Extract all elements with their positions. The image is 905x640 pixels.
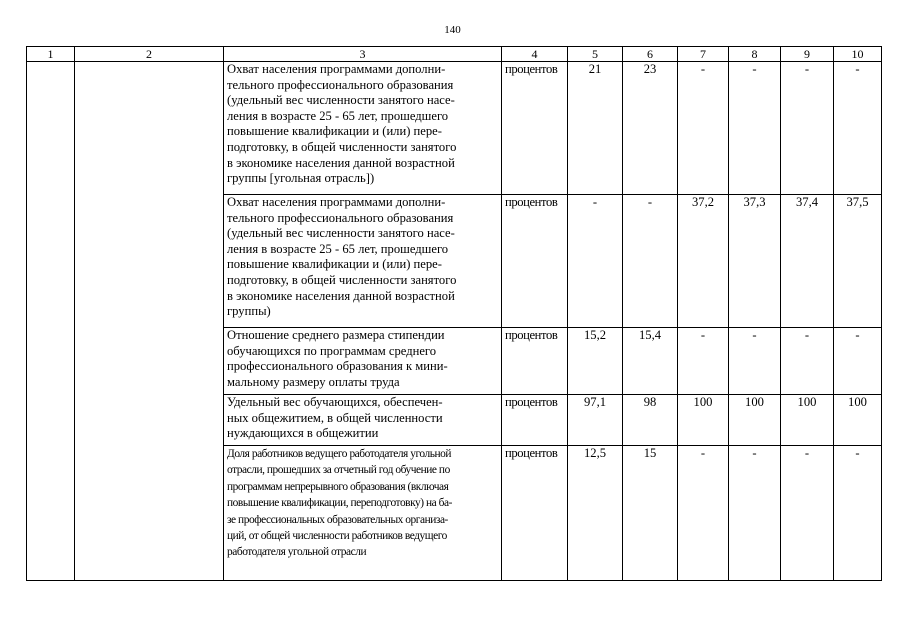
value-cell: -: [678, 446, 729, 581]
header-cell-8: 8: [729, 47, 781, 62]
value-cell: 12,5: [568, 446, 623, 581]
indicator-line: повышение квалификации и (или) пере-: [227, 257, 442, 272]
value-cell: -: [729, 62, 781, 195]
value-cell: -: [678, 62, 729, 195]
value-cell: 21: [568, 62, 623, 195]
unit-cell: процентов: [502, 446, 568, 581]
header-cell-7: 7: [678, 47, 729, 62]
value-cell: 100: [678, 395, 729, 446]
indicator-line: ных общежитием, в общей численности: [227, 410, 443, 425]
indicator-line: нуждающихся в общежитии: [227, 426, 379, 441]
indicator-name: [224, 195, 502, 328]
unit-cell: процентов: [502, 328, 568, 395]
value-cell: 37,4: [781, 195, 834, 328]
header-cell-5: 5: [568, 47, 623, 62]
value-cell: -: [781, 62, 834, 195]
unit-cell: процентов: [502, 62, 568, 195]
value-cell: -: [834, 328, 882, 395]
indicator-name: [224, 446, 502, 581]
value-cell: -: [834, 446, 882, 581]
header-row: [27, 47, 882, 62]
indicator-line: мальному размеру оплаты труда: [227, 374, 400, 389]
header-cell-1: 1: [27, 47, 75, 62]
value-cell: 15: [623, 446, 678, 581]
value-cell: -: [729, 446, 781, 581]
indicators-table: [26, 46, 882, 581]
indicator-line: в экономике населения данной возрастной: [227, 288, 455, 303]
header-cell-6: 6: [623, 47, 678, 62]
table-row: [27, 62, 882, 195]
indicator-line: группы): [227, 304, 271, 319]
indicator-line: ления в возрасте 25 - 65 лет, прошедшего: [227, 241, 449, 256]
unit-cell: процентов: [502, 195, 568, 328]
indicator-name: [224, 328, 502, 395]
indicator-line: Охват населения программами дополни-: [227, 195, 446, 209]
unit-cell: процентов: [502, 395, 568, 446]
indicator-line: обучающихся по программам среднего: [227, 343, 437, 358]
indicator-line: подготовку, в общей численности занятого: [227, 139, 457, 154]
indicator-line: подготовку, в общей численности занятого: [227, 272, 457, 287]
indicator-line: тельного профессионального образования: [227, 210, 454, 225]
indicator-line: (удельный вес численности занятого насе-: [227, 226, 455, 241]
value-cell: -: [623, 195, 678, 328]
value-cell: 97,1: [568, 395, 623, 446]
value-cell: 98: [623, 395, 678, 446]
indicator-line: зе профессиональных образовательных организа-: [227, 513, 448, 526]
indicator-line: тельного профессионального образования: [227, 77, 454, 92]
value-cell: -: [834, 62, 882, 195]
value-cell: 37,2: [678, 195, 729, 328]
value-cell: 100: [729, 395, 781, 446]
header-cell-2: 2: [75, 47, 224, 62]
indicator-line: Удельный вес обучающихся, обеспечен-: [227, 395, 443, 409]
indicator-line: Доля работников ведущего работодателя угольной: [227, 448, 452, 460]
indicator-line: повышение квалификации и (или) пере-: [227, 124, 442, 139]
indicator-name: [224, 395, 502, 446]
indicator-line: ций, от общей численности работников ведущего: [227, 530, 447, 543]
header-cell-4: 4: [502, 47, 568, 62]
value-cell: 100: [834, 395, 882, 446]
value-cell: 23: [623, 62, 678, 195]
header-cell-10: 10: [834, 47, 882, 62]
value-cell: 37,3: [729, 195, 781, 328]
value-cell: -: [678, 328, 729, 395]
indicator-line: группы [угольная отрасль]): [227, 171, 375, 186]
indicator-line: повышение квалификации, переподготовку) на ба-: [227, 497, 452, 510]
value-cell: 15,4: [623, 328, 678, 395]
value-cell: -: [781, 446, 834, 581]
indicator-line: работодателя угольной отрасли: [227, 546, 367, 559]
value-cell: -: [729, 328, 781, 395]
value-cell: 15,2: [568, 328, 623, 395]
header-cell-3: 3: [224, 47, 502, 62]
col2-cell: [75, 62, 224, 581]
page-number: 140: [444, 24, 461, 36]
indicator-line: Охват населения программами дополни-: [227, 62, 446, 76]
value-cell: 37,5: [834, 195, 882, 328]
header-cell-9: 9: [781, 47, 834, 62]
indicator-line: отрасли, прошедших за отчетный год обучение по: [227, 464, 450, 477]
indicator-line: профессионального образования к мини-: [227, 359, 448, 374]
indicator-name: [224, 62, 502, 195]
indicator-line: в экономике населения данной возрастной: [227, 155, 455, 170]
indicator-line: Отношение среднего размера стипендии: [227, 328, 445, 342]
col1-cell: [27, 62, 75, 581]
value-cell: -: [568, 195, 623, 328]
value-cell: 100: [781, 395, 834, 446]
indicator-line: ления в возрасте 25 - 65 лет, прошедшего: [227, 108, 449, 123]
value-cell: -: [781, 328, 834, 395]
indicator-line: (удельный вес численности занятого насе-: [227, 93, 455, 108]
indicator-line: программам непрерывного образования (включая: [227, 480, 449, 493]
